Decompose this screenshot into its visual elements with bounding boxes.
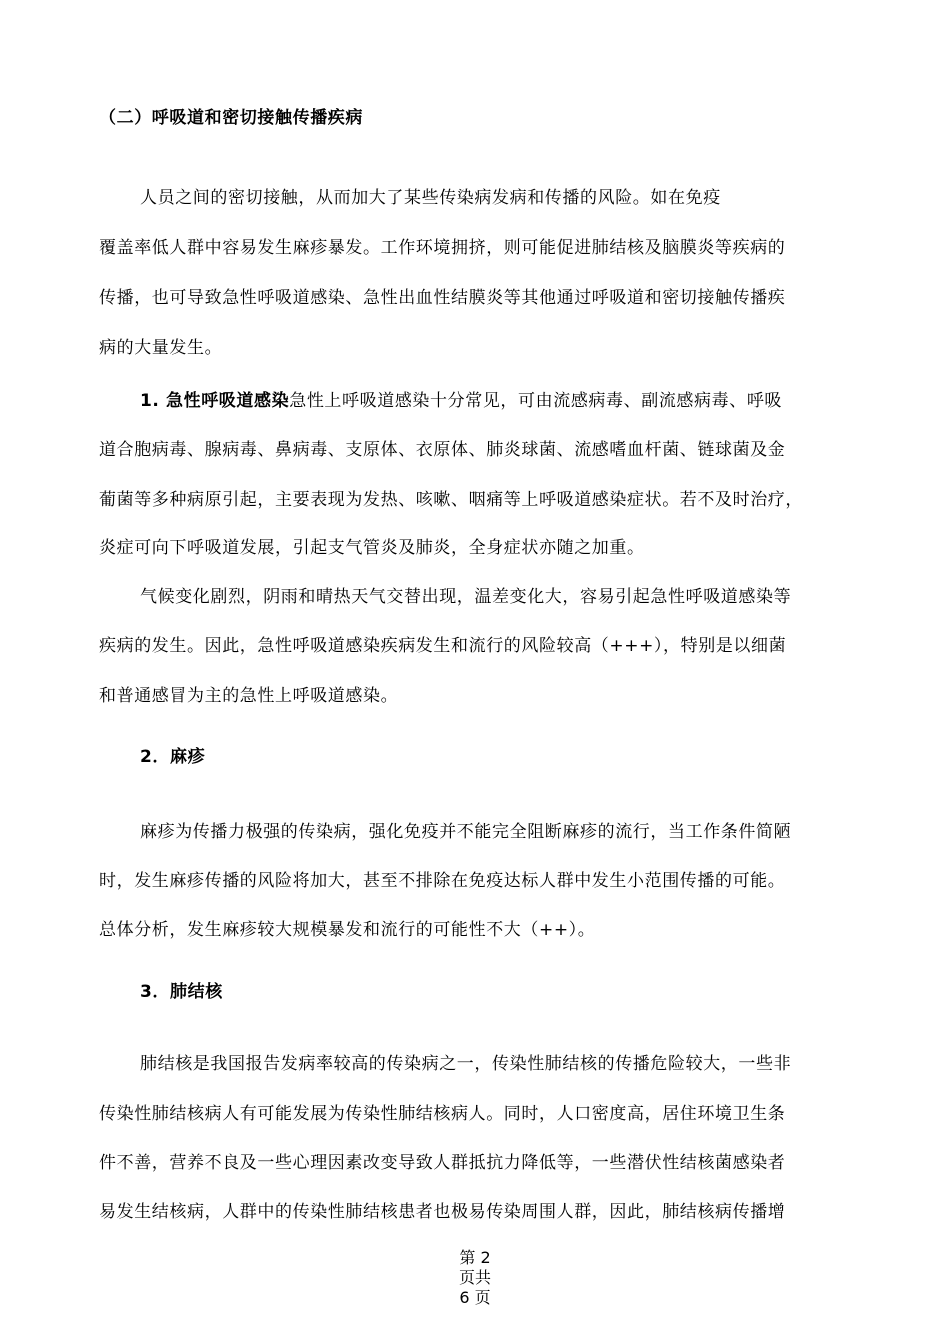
item1-first-line-text: 急性上呼吸道感染十分常见，可由流感病毒、副流感病毒、呼吸 <box>289 391 783 411</box>
item1-first-line <box>140 389 782 413</box>
intro-line-3: 传播，也可导致急性呼吸道感染、急性出血性结膜炎等其他通过呼吸道和密切接触传播疾 <box>99 288 786 308</box>
item1-line-2: 道合胞病毒、腺病毒、鼻病毒、支原体、衣原体、肺炎球菌、流感嗜血杆菌、链球菌及金 <box>99 440 786 460</box>
item1-line-4: 炎症可向下呼吸道发展，引起支气管炎及肺炎，全身症状亦随之加重。 <box>99 538 645 558</box>
page-footer-line-3: 6 页 <box>459 1288 491 1307</box>
page-footer-line-1: 第 2 <box>459 1248 491 1267</box>
item3-line-4: 易发生结核病，人群中的传染性肺结核患者也极易传染周围人群，因此，肺结核病传播增 <box>99 1202 786 1222</box>
item3-line-2: 传染性肺结核病人有可能发展为传染性肺结核病人。同时，人口密度高，居住环境卫生条 <box>99 1104 786 1124</box>
item1-para2-line-2: 疾病的发生。因此，急性呼吸道感染疾病发生和流行的风险较高（+++），特别是以细菌 <box>99 636 787 656</box>
intro-line-1: 人员之间的密切接触，从而加大了某些传染病发病和传播的风险。如在免疫 <box>140 188 721 208</box>
intro-line-2: 覆盖率低人群中容易发生麻疹暴发。工作环境拥挤，则可能促进肺结核及脑膜炎等疾病的 <box>99 238 786 258</box>
page-footer-line-2: 页共 <box>458 1268 491 1287</box>
item2-line-1: 麻疹为传播力极强的传染病，强化免疫并不能完全阻断麻疹的流行，当工作条件简陋 <box>140 822 792 842</box>
item2-heading: 2．麻疹 <box>140 747 206 767</box>
item3-line-1: 肺结核是我国报告发病率较高的传染病之一，传染性肺结核的传播危险较大，一些非 <box>140 1054 792 1074</box>
item1-para2-line-3: 和普通感冒为主的急性上呼吸道感染。 <box>99 686 399 706</box>
item1-heading: 1. 急性呼吸道感染 <box>140 391 290 411</box>
item3-heading: 3．肺结核 <box>140 982 223 1002</box>
item3-line-3: 件不善，营养不良及一些心理因素改变导致人群抵抗力降低等，一些潜伏性结核菌感染者 <box>99 1153 786 1173</box>
item2-line-2: 时，发生麻疹传播的风险将加大，甚至不排除在免疫达标人群中发生小范围传播的可能。 <box>99 871 786 891</box>
item1-para2-line-1: 气候变化剧烈，阴雨和晴热天气交替出现，温差变化大，容易引起急性呼吸道感染等 <box>140 587 792 607</box>
section-title: （二）呼吸道和密切接触传播疾病 <box>99 108 363 128</box>
item2-line-3: 总体分析，发生麻疹较大规模暴发和流行的可能性不大（++）。 <box>99 920 596 940</box>
intro-line-4: 病的大量发生。 <box>99 338 223 358</box>
item1-line-3: 葡菌等多种病原引起，主要表现为发热、咳嗽、咽痛等上呼吸道感染症状。若不及时治疗， <box>99 490 803 510</box>
